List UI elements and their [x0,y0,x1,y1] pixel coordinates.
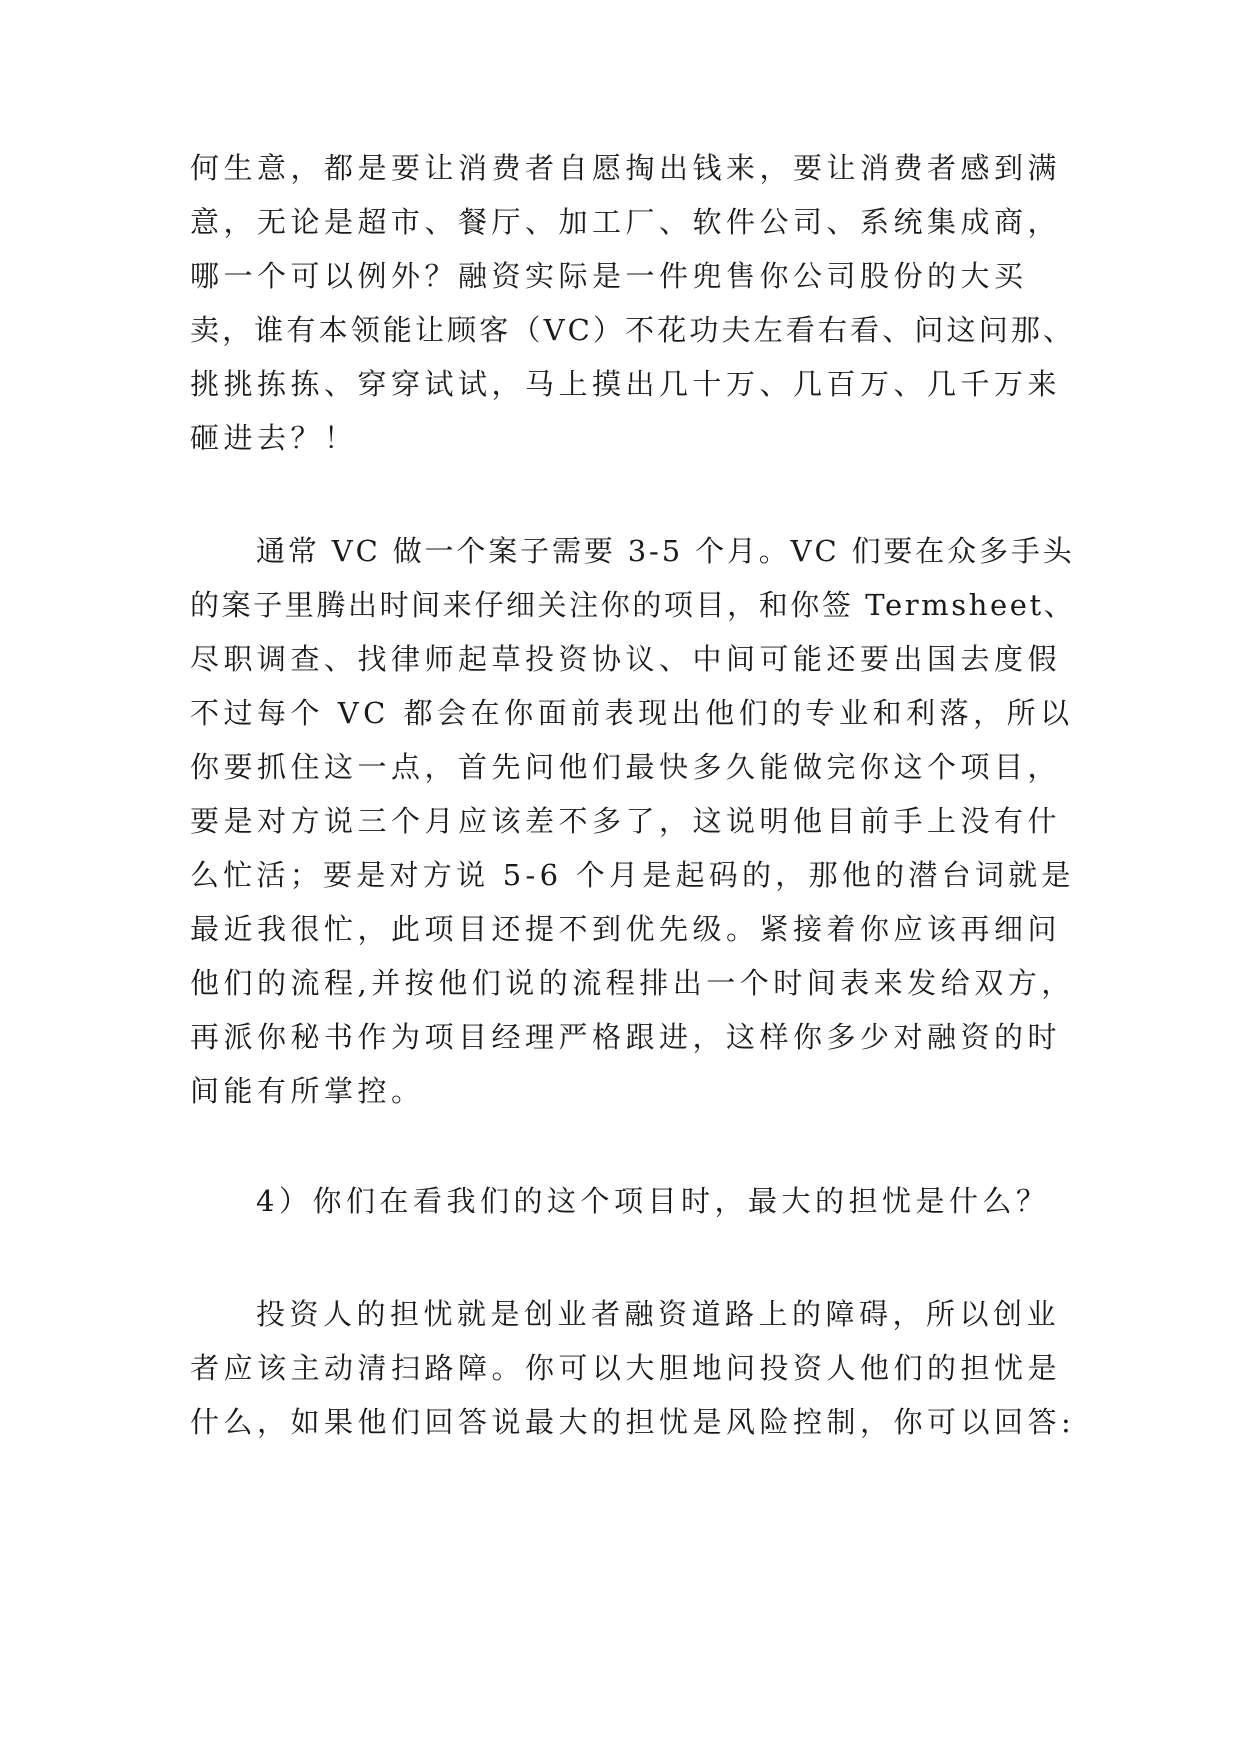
text-line: 什么，如果他们回答说最大的担忧是风险控制，你可以回答: [190,1405,1076,1439]
text-line: 再派你秘书作为项目经理严格跟进，这样你多少对融资的时 [190,1020,1062,1054]
text-line: 他们的流程,并按他们说的流程排出一个时间表来发给双方， [190,966,1075,1000]
text-line: 间能有所掌控。 [190,1074,425,1108]
text-line: 挑挑拣拣、穿穿试试，马上摸出几十万、几百万、几千万来 [190,367,1062,401]
text-line: 么忙活；要是对方说 5-6 个月是起码的，那他的潜台词就是 [190,858,1075,892]
text-line: 不过每个 VC 都会在你面前表现出他们的专业和利落，所以 [190,696,1074,730]
text-line: 尽职调查、找律师起草投资协议、中间可能还要出国去度假 [190,642,1062,676]
text-line: 何生意，都是要让消费者自愿掏出钱来，要让消费者感到满 [190,151,1062,185]
text-line: 投资人的担忧就是创业者融资道路上的障碍，所以创业 [256,1297,1061,1331]
text-line: 哪一个可以例外？融资实际是一件兜售你公司股份的大买 [190,259,1028,293]
text-line: 通常 VC 做一个案子需要 3-5 个月。VC 们要在众多手头 [256,534,1075,568]
text-line: 卖，谁有本领能让顾客（VC）不花功夫左看右看、问这问那、 [190,313,1076,347]
text-line: 最近我很忙，此项目还提不到优先级。紧接着你应该再细问 [190,912,1062,946]
text-line: 你要抓住这一点，首先问他们最快多久能做完你这个项目， [190,750,1062,784]
text-line: 要是对方说三个月应该差不多了，这说明他目前手上没有什 [190,804,1062,838]
text-line: 的案子里腾出时间来仔细关注你的项目，和你签 Termsheet、 [190,588,1076,622]
text-line: 者应该主动清扫路障。你可以大胆地问投资人他们的担忧是 [190,1351,1062,1385]
text-line: 意，无论是超市、餐厅、加工厂、软件公司、系统集成商， [190,205,1062,239]
question-heading: 4）你们在看我们的这个项目时，最大的担忧是什么？ [256,1184,1050,1218]
text-line: 砸进去？！ [190,421,358,455]
